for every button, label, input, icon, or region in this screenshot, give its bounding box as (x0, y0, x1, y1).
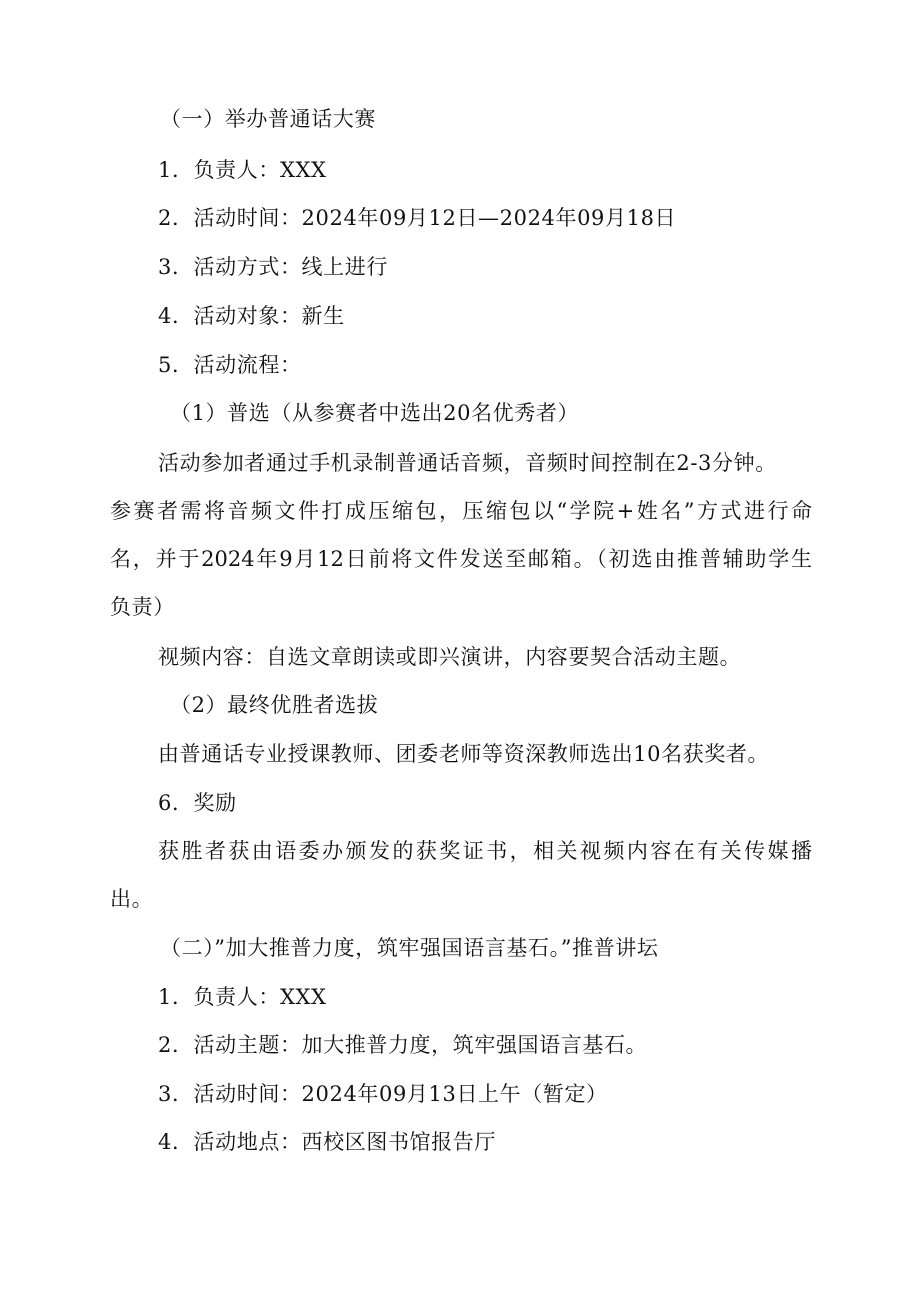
paragraph: 由普通话专业授课教师、团委老师等资深教师选出10名获奖者。 (158, 742, 770, 766)
list-item: 1．负责人：XXX (158, 158, 327, 182)
list-item: 1．负责人：XXX (158, 985, 327, 1009)
paragraph-line: 获胜者获由语委办颁发的获奖证书，相关视频内容在有关传媒播 (158, 839, 812, 863)
paragraph: 视频内容：自选文章朗读或即兴演讲，内容要契合活动主题。 (158, 645, 742, 669)
paragraph-line: 参赛者需将音频文件打成压缩包，压缩包以“学院+姓名”方式进行命 (110, 499, 812, 523)
list-item: 4．活动对象：新生 (158, 304, 345, 328)
subsection-heading: （1）普选（从参赛者中选出20名优秀者） (170, 401, 580, 425)
list-item: 6．奖励 (158, 791, 237, 815)
list-item: 2．活动时间：2024年09月12日—2024年09月18日 (158, 206, 677, 230)
list-item: 5．活动流程： (158, 353, 302, 377)
subsection-heading: （2）最终优胜者选拔 (170, 693, 379, 717)
list-item: 2．活动主题：加大推普力度，筑牢强国语言基石。 (158, 1033, 648, 1057)
list-item: 3．活动方式：线上进行 (158, 255, 388, 279)
list-item: 4．活动地点：西校区图书馆报告厅 (158, 1130, 496, 1154)
paragraph-line: 出。 (110, 887, 154, 911)
list-item: 3．活动时间：2024年09月13日上午（暂定） (158, 1082, 608, 1106)
paragraph-line: 活动参加者通过手机录制普通话音频，音频时间控制在2-3分钟。 (158, 451, 777, 475)
paragraph-line: 名，并于2024年9月12日前将文件发送至邮箱。（初选由推普辅助学生 (110, 547, 812, 571)
section-heading: （一）举办普通话大赛 (160, 107, 376, 131)
paragraph-line: 负责） (110, 595, 175, 619)
section-heading: （二）”加大推普力度，筑牢强国语言基石。”推普讲坛 (160, 936, 659, 960)
